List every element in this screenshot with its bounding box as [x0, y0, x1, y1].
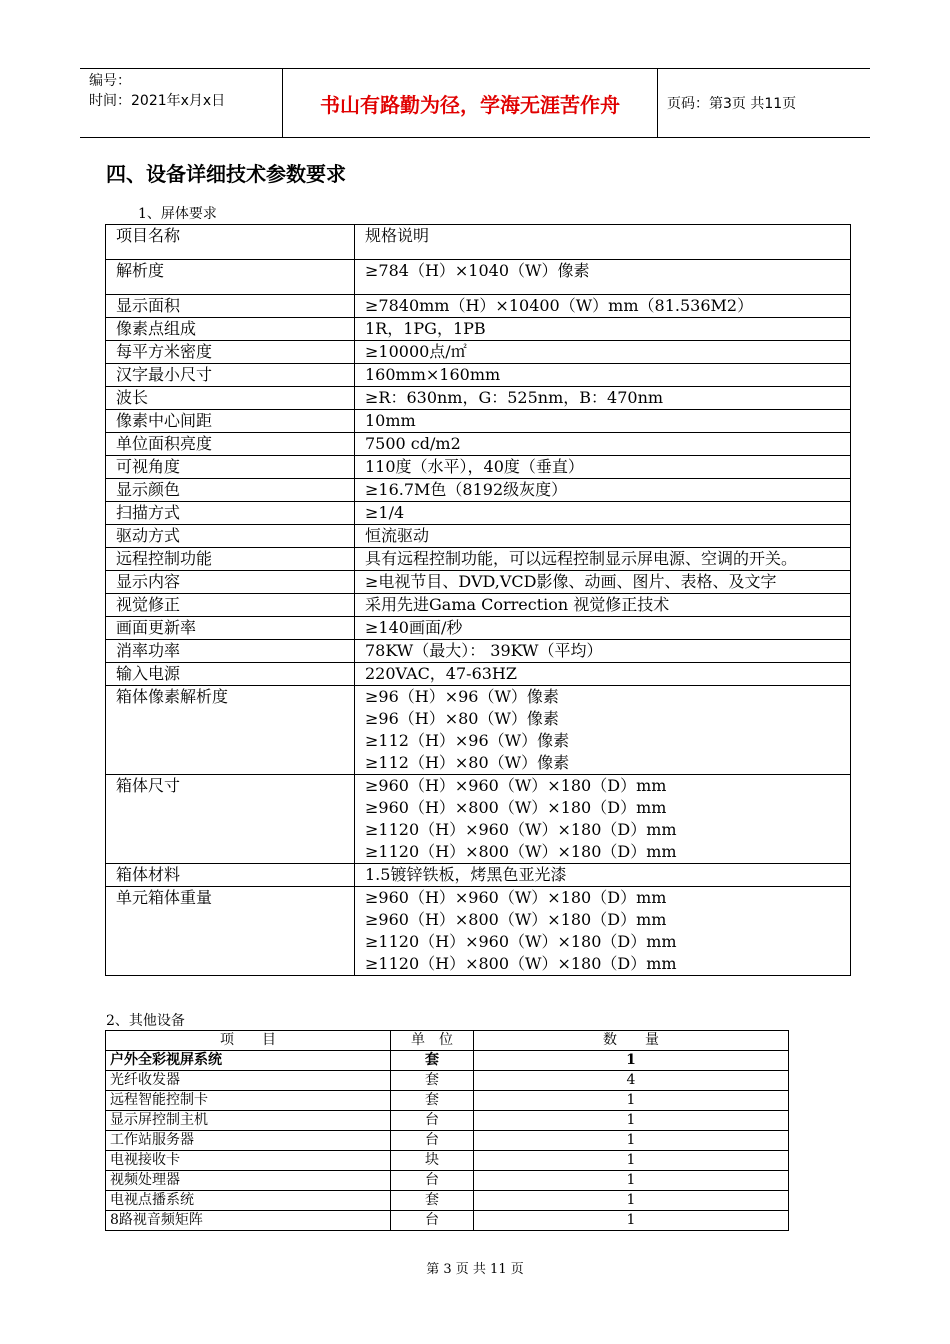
page-footer: 第 3 页 共 11 页	[426, 1262, 524, 1277]
table-header-row	[106, 1031, 789, 1051]
spec-item-name: 扫描方式	[106, 502, 355, 525]
equipment-item-name: 工作站服务器	[106, 1131, 391, 1151]
header-cell-item: 项目名称	[106, 225, 355, 260]
table-row	[106, 1091, 789, 1111]
other-equipment-body	[106, 1031, 789, 1231]
spec-item-value	[355, 617, 851, 640]
equipment-item-name: 远程智能控制卡	[106, 1091, 391, 1111]
section-title: 四、设备详细技术参数要求	[106, 162, 346, 186]
equipment-item-name: 显示屏控制主机	[106, 1111, 391, 1131]
spec-item-value	[355, 341, 851, 364]
spec-value-line: ≥1120（H）×800（W）×180（D）mm	[365, 842, 677, 861]
table-row	[106, 775, 851, 864]
spec-item-name: 单位面积亮度	[106, 433, 355, 456]
document-date-label: 时间：2021年x月x日	[89, 93, 226, 109]
table-row	[106, 364, 851, 387]
spec-value-line: 160mm×160mm	[365, 365, 501, 384]
document-number-label: 编号：	[89, 73, 131, 89]
spec-item-value	[355, 295, 851, 318]
spec-item-name: 输入电源	[106, 663, 355, 686]
spec-item-value	[355, 479, 851, 502]
screen-requirements-table	[105, 224, 851, 976]
equipment-unit: 套	[391, 1191, 474, 1211]
spec-value-line: ≥1120（H）×960（W）×180（D）mm	[365, 820, 677, 839]
table-row	[106, 410, 851, 433]
spec-value-line: ≥960（H）×960（W）×180（D）mm	[365, 888, 667, 907]
table-row	[106, 548, 851, 571]
spec-value-line: 1R，1PG，1PB	[365, 319, 486, 338]
spec-item-value	[355, 318, 851, 341]
spec-value-line: 7500 cd/m2	[365, 434, 461, 453]
header-cell-quantity: 数 量	[474, 1031, 789, 1051]
table-row	[106, 1151, 789, 1171]
spec-item-value	[355, 887, 851, 976]
screen-requirements-body	[106, 225, 851, 976]
table-row	[106, 387, 851, 410]
equipment-quantity: 1	[474, 1111, 789, 1131]
spec-item-name: 显示颜色	[106, 479, 355, 502]
spec-item-name: 像素中心间距	[106, 410, 355, 433]
spec-item-name: 显示内容	[106, 571, 355, 594]
table-row	[106, 456, 851, 479]
header-page-number: 页码：第3页 共11页	[667, 96, 797, 112]
spec-value-line: 恒流驱动	[365, 526, 430, 545]
spec-item-value	[355, 433, 851, 456]
table-row	[106, 640, 851, 663]
table-row	[106, 571, 851, 594]
equipment-unit: 台	[391, 1171, 474, 1191]
spec-value-line: ≥16.7M色（8192级灰度）	[365, 480, 568, 499]
equipment-quantity: 1	[474, 1211, 789, 1231]
table-row	[106, 341, 851, 364]
spec-item-value	[355, 864, 851, 887]
table-row	[106, 318, 851, 341]
equipment-unit: 台	[391, 1211, 474, 1231]
equipment-unit: 台	[391, 1131, 474, 1151]
table-row	[106, 1171, 789, 1191]
equipment-item-name: 视频处理器	[106, 1171, 391, 1191]
equipment-unit: 套	[391, 1071, 474, 1091]
spec-value-line: ≥1120（H）×960（W）×180（D）mm	[365, 932, 677, 951]
spec-value-line: ≥R：630nm，G：525nm，B：470nm	[365, 388, 664, 407]
equipment-item-name: 户外全彩视屏系统	[106, 1051, 391, 1071]
spec-value-line: 78KW（最大）： 39KW（平均）	[365, 641, 603, 660]
spec-value-line: 110度（水平），40度（垂直）	[365, 457, 584, 476]
equipment-unit: 套	[391, 1051, 474, 1071]
spec-item-value	[355, 525, 851, 548]
equipment-quantity: 1	[474, 1191, 789, 1211]
spec-item-value	[355, 260, 851, 295]
spec-item-value	[355, 502, 851, 525]
spec-item-name: 箱体尺寸	[106, 775, 355, 864]
spec-value-line: ≥96（H）×96（W）像素	[365, 687, 559, 706]
table-row	[106, 1131, 789, 1151]
equipment-quantity: 1	[474, 1131, 789, 1151]
screen-requirements-caption: 1、屏体要求	[138, 206, 217, 222]
spec-item-value	[355, 594, 851, 617]
table-row	[106, 887, 851, 976]
spec-value-line: ≥10000点/㎡	[365, 342, 467, 361]
spec-item-name: 每平方米密度	[106, 341, 355, 364]
spec-value-line: 具有远程控制功能，可以远程控制显示屏电源、空调的开关。	[365, 549, 798, 568]
spec-item-value	[355, 640, 851, 663]
spec-item-name: 视觉修正	[106, 594, 355, 617]
spec-value-line: ≥960（H）×800（W）×180（D）mm	[365, 798, 667, 817]
spec-value-line: ≥960（H）×960（W）×180（D）mm	[365, 776, 667, 795]
spec-item-value	[355, 663, 851, 686]
spec-item-name: 像素点组成	[106, 318, 355, 341]
spec-item-value	[355, 364, 851, 387]
spec-item-name: 显示面积	[106, 295, 355, 318]
table-row	[106, 663, 851, 686]
spec-item-name: 画面更新率	[106, 617, 355, 640]
header-meta	[80, 69, 282, 137]
table-row	[106, 1051, 789, 1071]
table-row	[106, 1111, 789, 1131]
spec-value-line: ≥7840mm（H）×10400（W）mm（81.536M2）	[365, 296, 754, 315]
spec-value-line: ≥1/4	[365, 503, 405, 522]
spec-value-line: ≥960（H）×800（W）×180（D）mm	[365, 910, 667, 929]
spec-item-name: 单元箱体重量	[106, 887, 355, 976]
spec-value-line: 10mm	[365, 411, 416, 430]
spec-value-line: 1.5镀锌铁板，烤黑色亚光漆	[365, 865, 567, 884]
table-row	[106, 479, 851, 502]
spec-item-name: 波长	[106, 387, 355, 410]
table-row	[106, 260, 851, 295]
table-header-row	[106, 225, 851, 260]
other-equipment-caption: 2、其他设备	[106, 1013, 185, 1029]
spec-value-line: ≥784（H）×1040（W）像素	[365, 261, 590, 280]
spec-item-value	[355, 387, 851, 410]
equipment-quantity: 1	[474, 1091, 789, 1111]
spec-value-line: ≥96（H）×80（W）像素	[365, 709, 559, 728]
equipment-quantity: 1	[474, 1051, 789, 1071]
spec-item-name: 箱体材料	[106, 864, 355, 887]
spec-value-line: ≥1120（H）×800（W）×180（D）mm	[365, 954, 677, 973]
equipment-unit: 套	[391, 1091, 474, 1111]
spec-value-line: ≥112（H）×96（W）像素	[365, 731, 570, 750]
header-cell-spec: 规格说明	[355, 225, 851, 260]
other-equipment-table	[105, 1030, 789, 1231]
table-row	[106, 594, 851, 617]
table-row	[106, 864, 851, 887]
equipment-item-name: 8路视音频矩阵	[106, 1211, 391, 1231]
equipment-unit: 块	[391, 1151, 474, 1171]
table-row	[106, 295, 851, 318]
table-row	[106, 433, 851, 456]
page-header	[80, 68, 870, 138]
spec-item-value	[355, 410, 851, 433]
table-row	[106, 617, 851, 640]
equipment-item-name: 光纤收发器	[106, 1071, 391, 1091]
table-row	[106, 1191, 789, 1211]
spec-item-value	[355, 775, 851, 864]
spec-item-value	[355, 686, 851, 775]
table-row	[106, 1211, 789, 1231]
header-cell-unit: 单 位	[391, 1031, 474, 1051]
equipment-unit: 台	[391, 1111, 474, 1131]
spec-item-name: 驱动方式	[106, 525, 355, 548]
header-cell-item: 项 目	[106, 1031, 391, 1051]
spec-item-name: 远程控制功能	[106, 548, 355, 571]
spec-item-name: 箱体像素解析度	[106, 686, 355, 775]
spec-item-value	[355, 456, 851, 479]
table-row	[106, 525, 851, 548]
equipment-quantity: 4	[474, 1071, 789, 1091]
header-motto: 书山有路勤为径，学海无涯苦作舟	[282, 69, 658, 137]
spec-value-line: ≥112（H）×80（W）像素	[365, 753, 570, 772]
equipment-quantity: 1	[474, 1171, 789, 1191]
spec-item-value	[355, 548, 851, 571]
spec-value-line: 采用先进Gama Correction 视觉修正技术	[365, 595, 670, 614]
table-row	[106, 1071, 789, 1091]
table-row	[106, 686, 851, 775]
equipment-item-name: 电视接收卡	[106, 1151, 391, 1171]
spec-value-line: 220VAC，47-63HZ	[365, 664, 518, 683]
spec-item-name: 消率功率	[106, 640, 355, 663]
spec-item-name: 汉字最小尺寸	[106, 364, 355, 387]
spec-value-line: ≥140画面/秒	[365, 618, 463, 637]
spec-value-line: ≥电视节目、DVD,VCD影像、动画、图片、表格、及文字	[365, 572, 777, 591]
equipment-item-name: 电视点播系统	[106, 1191, 391, 1211]
spec-item-name: 解析度	[106, 260, 355, 295]
spec-item-name: 可视角度	[106, 456, 355, 479]
table-row	[106, 502, 851, 525]
equipment-quantity: 1	[474, 1151, 789, 1171]
spec-item-value	[355, 571, 851, 594]
